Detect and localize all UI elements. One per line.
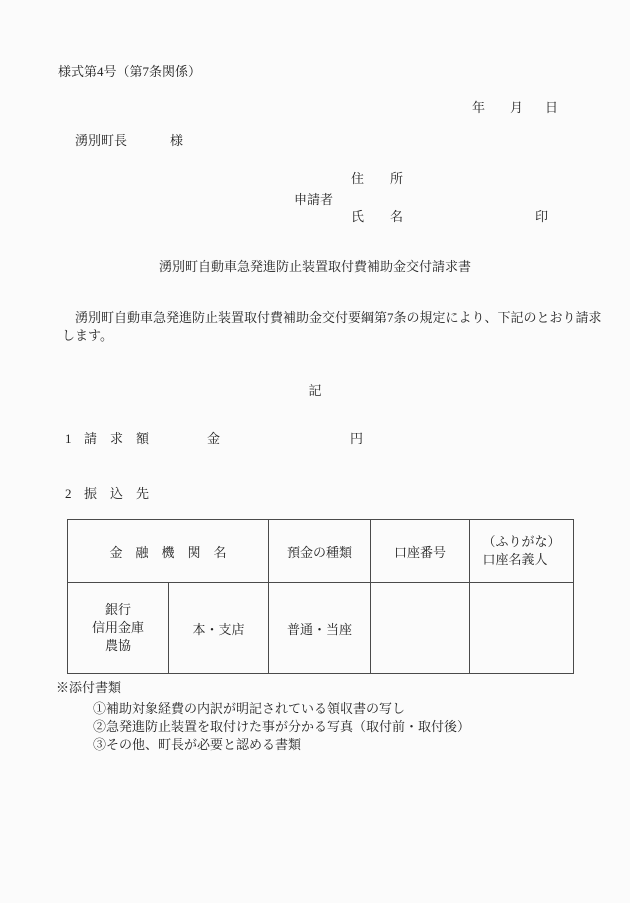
body-paragraph-line-1: 湧別町自動車急発進防止装置取付費補助金交付要綱第7条の規定により、下記のとおり請求 [62,310,602,325]
notes-item-3: ③その他、町長が必要と認める書類 [93,737,302,752]
date-year-label: 年 [472,100,486,115]
bank-transfer-table [67,519,574,674]
header-furigana-label: （ふりがな） [482,534,561,549]
institution-type-nokyo: 農協 [104,638,131,653]
addressee-honorific: 様 [170,133,184,148]
applicant-address-label: 住 所 [351,171,404,186]
applicant-label: 申請者 [294,192,334,207]
institution-type-bank: 銀行 [104,602,131,617]
date-day-label: 日 [545,100,559,115]
item1-number: 1 [65,431,72,446]
applicant-name-label: 氏 名 [351,209,404,224]
document-title: 湧別町自動車急発進防止装置取付費補助金交付請求書 [158,259,471,274]
header-account-holder [470,520,574,583]
addressee-name: 湧別町長 [75,133,128,148]
account-holder-cell [470,583,574,674]
notes-item-2: ②急発進防止装置を取付けた事が分かる写真（取付前・取付後） [93,719,471,734]
account-number-cell [371,583,470,674]
header-deposit-type: 預金の種類 [269,520,371,583]
branch-cell: 本・支店 [169,583,269,674]
body-paragraph-line-2: します。 [62,328,113,343]
header-account-number: 口座番号 [371,520,470,583]
table-header-row [68,520,574,583]
header-financial-institution: 金 融 機 関 名 [68,520,269,583]
notes-item-1: ①補助対象経費の内訳が明記されている領収書の写し [93,701,406,716]
institution-type-cell [68,583,169,674]
date-month-label: 月 [510,100,524,115]
form-number: 様式第4号（第7条関係） [58,64,202,79]
institution-type-shinkin: 信用金庫 [91,620,144,635]
amount-prefix: 金 [207,431,221,446]
notes-heading: ※添付書類 [56,680,122,695]
amount-suffix: 円 [350,431,364,446]
header-account-holder-label: 口座名義人 [482,552,548,567]
header-account-holder-lines [483,533,561,569]
item2-label: 振 込 先 [84,486,150,501]
item2-number: 2 [65,486,72,501]
deposit-options-cell: 普通・当座 [269,583,371,674]
item1-label: 請 求 額 [84,431,150,446]
table-body-row [68,583,574,674]
seal-mark: 印 [535,209,549,224]
record-marker: 記 [308,383,322,398]
